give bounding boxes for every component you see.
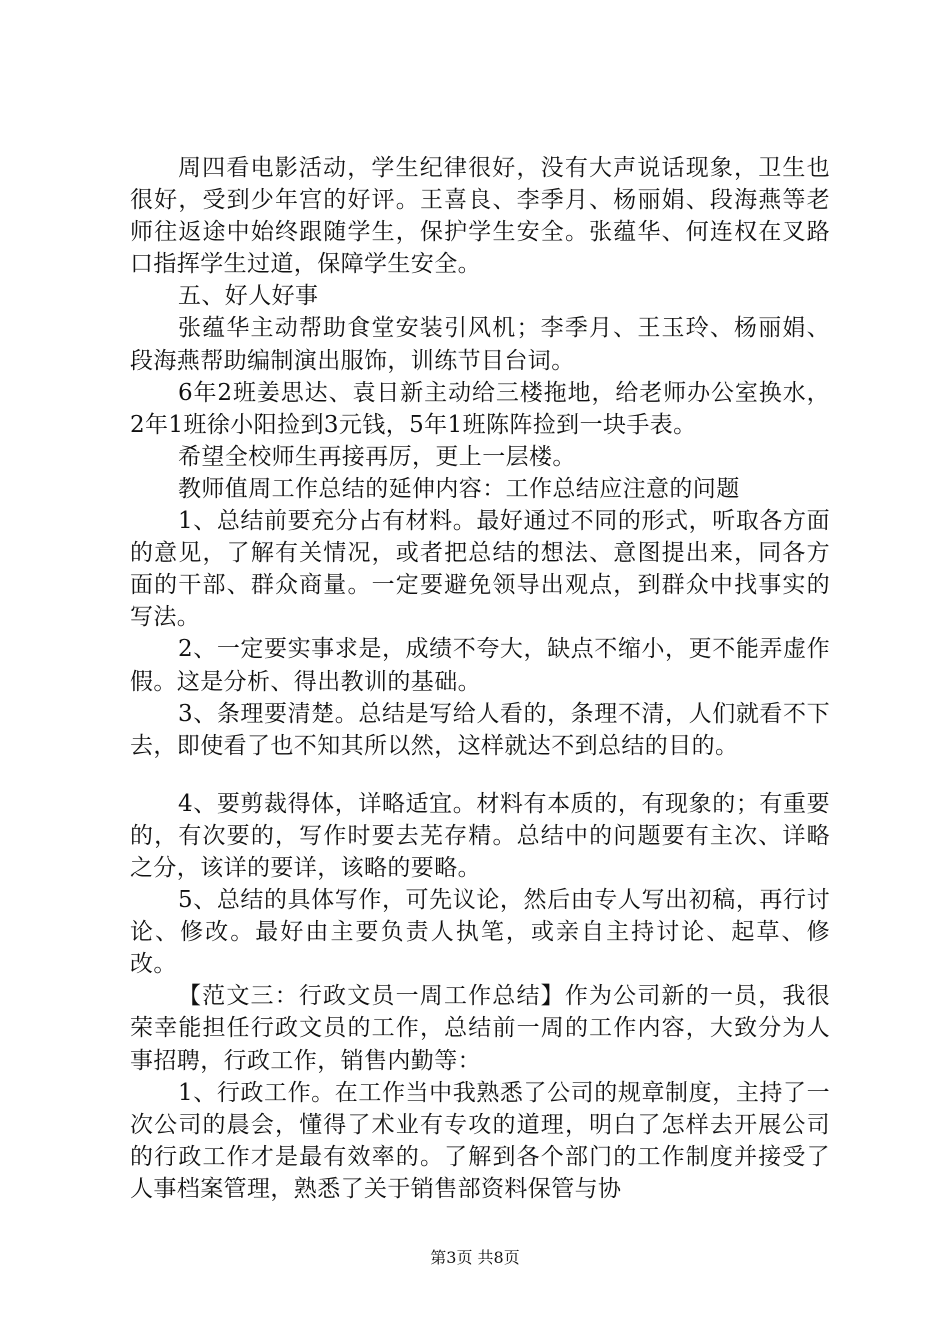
paragraph-sample-three: 【范文三：行政文员一周工作总结】作为公司新的一员，我很荣幸能担任行政文员的工作，总结前一周的工作内容，大致分为人事招聘，行政工作，销售内勤等：: [130, 983, 830, 1074]
list-item-5: 5、总结的具体写作，可先议论，然后由专人写出初稿，再行讨论、修改。最好由主要负责人执笔，或亲自主持讨论、起草、修改。: [130, 887, 830, 978]
paragraph-student-deeds: 6年2班姜思达、袁日新主动给三楼拖地，给老师办公室换水，2年1班徐小阳捡到3元钱，5年1班陈阵捡到一块手表。: [130, 379, 830, 438]
section-heading-good-deeds: 五、好人好事: [178, 283, 319, 310]
list-item-1: 1、总结前要充分占有材料。最好通过不同的形式，听取各方面的意见，了解有关情况，或者把总结的想法、意图提出来，同各方面的干部、群众商量。一定要避免领导出观点，到群众中找事实的写法。: [130, 508, 830, 631]
list-item-2: 2、一定要实事求是，成绩不夸大，缺点不缩小，更不能弄虚作假。这是分析、得出教训的基础。: [130, 636, 830, 695]
paragraph-extension-title: 教师值周工作总结的延伸内容：工作总结应注意的问题: [178, 475, 740, 502]
paragraph-encouragement: 希望全校师生再接再厉，更上一层楼。: [178, 443, 576, 470]
paragraph-teacher-help: 张蕴华主动帮助食堂安装引风机；李季月、王玉玲、杨丽娟、段海燕帮助编制演出服饰，训练节目台词。: [130, 315, 830, 374]
document-body: [130, 152, 830, 1205]
page-footer: 第3页 共8页: [430, 1248, 520, 1267]
paragraph-admin-work: 1、行政工作。在工作当中我熟悉了公司的规章制度，主持了一次公司的晨会，懂得了术业有专攻的道理，明白了怎样去开展公司的行政工作才是最有效率的。了解到各个部门的工作制度并接受了人事档案管理，熟悉了关于销售部资料保管与协: [130, 1079, 830, 1202]
list-item-3: 3、条理要清楚。总结是写给人看的，条理不清，人们就看不下去，即使看了也不知其所以然，这样就达不到总结的目的。: [130, 700, 830, 759]
list-item-4: 4、要剪裁得体，详略适宜。材料有本质的，有现象的；有重要的，有次要的，写作时要去芜存精。总结中的问题要有主次、详略之分，该详的要详，该略的要略。: [130, 790, 830, 881]
paragraph-movie-activity: 周四看电影活动，学生纪律很好，没有大声说话现象，卫生也很好，受到少年宫的好评。王喜良、李季月、杨丽娟、段海燕等老师往返途中始终跟随学生，保护学生安全。张蕴华、何连权在叉路口指挥学生过道，保障学生安全。: [130, 155, 830, 278]
